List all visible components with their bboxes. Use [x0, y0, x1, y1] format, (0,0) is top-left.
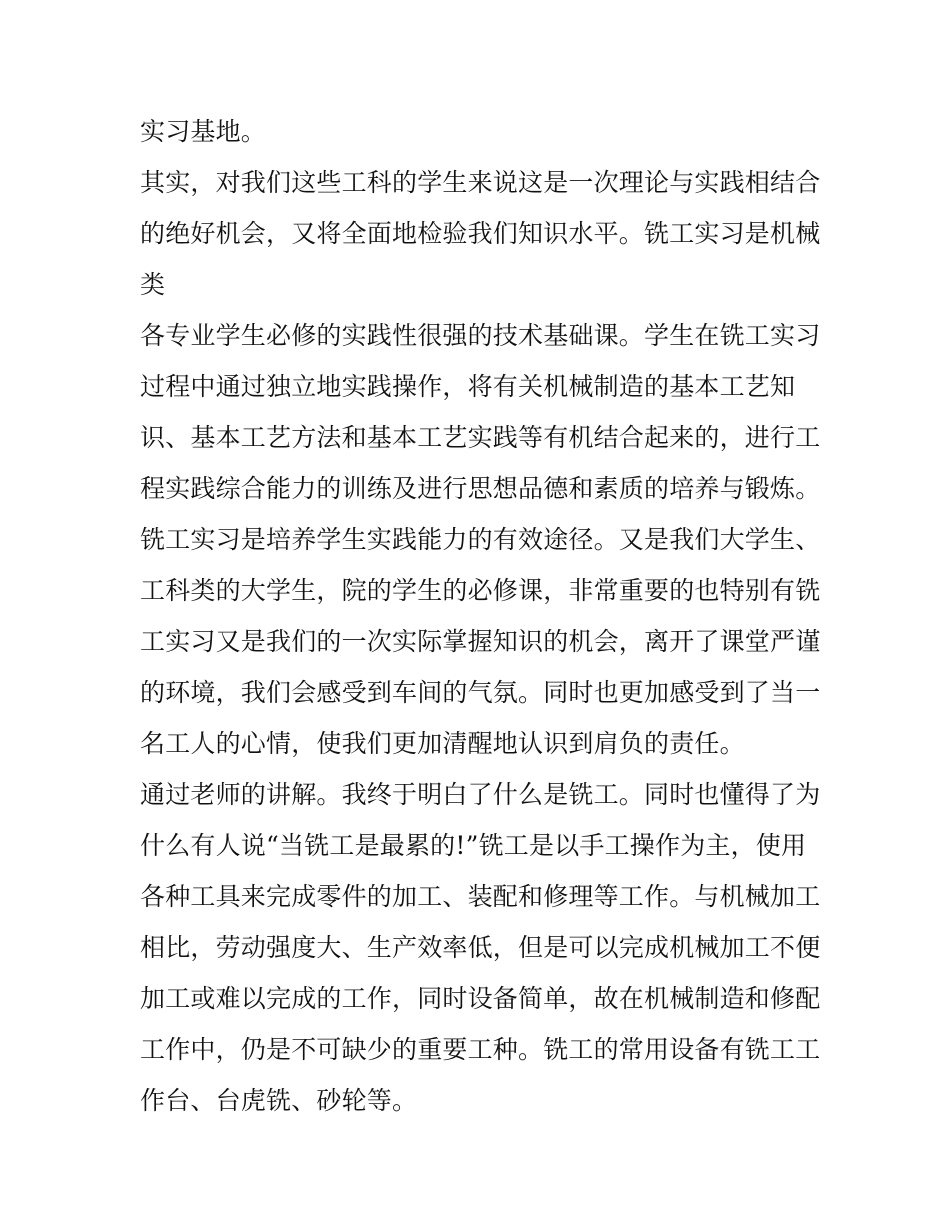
text-line: 实习基地。	[140, 117, 267, 146]
text-line: 相比，劳动强度大、生产效率低，但是可以完成机械加工不便	[140, 933, 821, 962]
text-line: 识、基本工艺方法和基本工艺实践等有机结合起来的，进行工	[140, 423, 821, 452]
text-line: 什么有人说“当铣工是最累的!”铣工是以手工操作为主，使用	[140, 831, 807, 860]
text-line: 工实习又是我们的一次实际掌握知识的机会，离开了课堂严谨	[140, 627, 821, 656]
text-line: 其实，对我们这些工科的学生来说这是一次理论与实践相结合	[140, 168, 821, 197]
text-line: 工作中，仍是不可缺少的重要工种。铣工的常用设备有铣工工	[140, 1035, 821, 1064]
body-text	[140, 106, 830, 1126]
text-line: 通过老师的讲解。我终于明白了什么是铣工。同时也懂得了为	[140, 780, 821, 809]
text-line: 过程中通过独立地实践操作，将有关机械制造的基本工艺知	[140, 372, 796, 401]
text-line: 各种工具来完成零件的加工、装配和修理等工作。与机械加工	[140, 882, 821, 911]
text-line: 类	[140, 270, 166, 299]
text-line: 各专业学生必修的实践性很强的技术基础课。学生在铣工实习	[140, 321, 821, 350]
text-line: 的绝好机会，又将全面地检验我们知识水平。铣工实习是机械	[140, 219, 821, 248]
text-line: 的环境，我们会感受到车间的气氛。同时也更加感受到了当一	[140, 678, 821, 707]
text-line: 作台、台虎铣、砂轮等。	[140, 1086, 418, 1115]
text-line: 程实践综合能力的训练及进行思想品德和素质的培养与锻炼。	[140, 474, 821, 503]
text-line: 名工人的心情，使我们更加清醒地认识到肩负的责任。	[140, 729, 745, 758]
text-line: 铣工实习是培养学生实践能力的有效途径。又是我们大学生、	[140, 525, 821, 554]
text-line: 工科类的大学生，院的学生的必修课，非常重要的也特别有铣	[140, 576, 821, 605]
text-line: 加工或难以完成的工作，同时设备简单，故在机械制造和修配	[140, 984, 821, 1013]
